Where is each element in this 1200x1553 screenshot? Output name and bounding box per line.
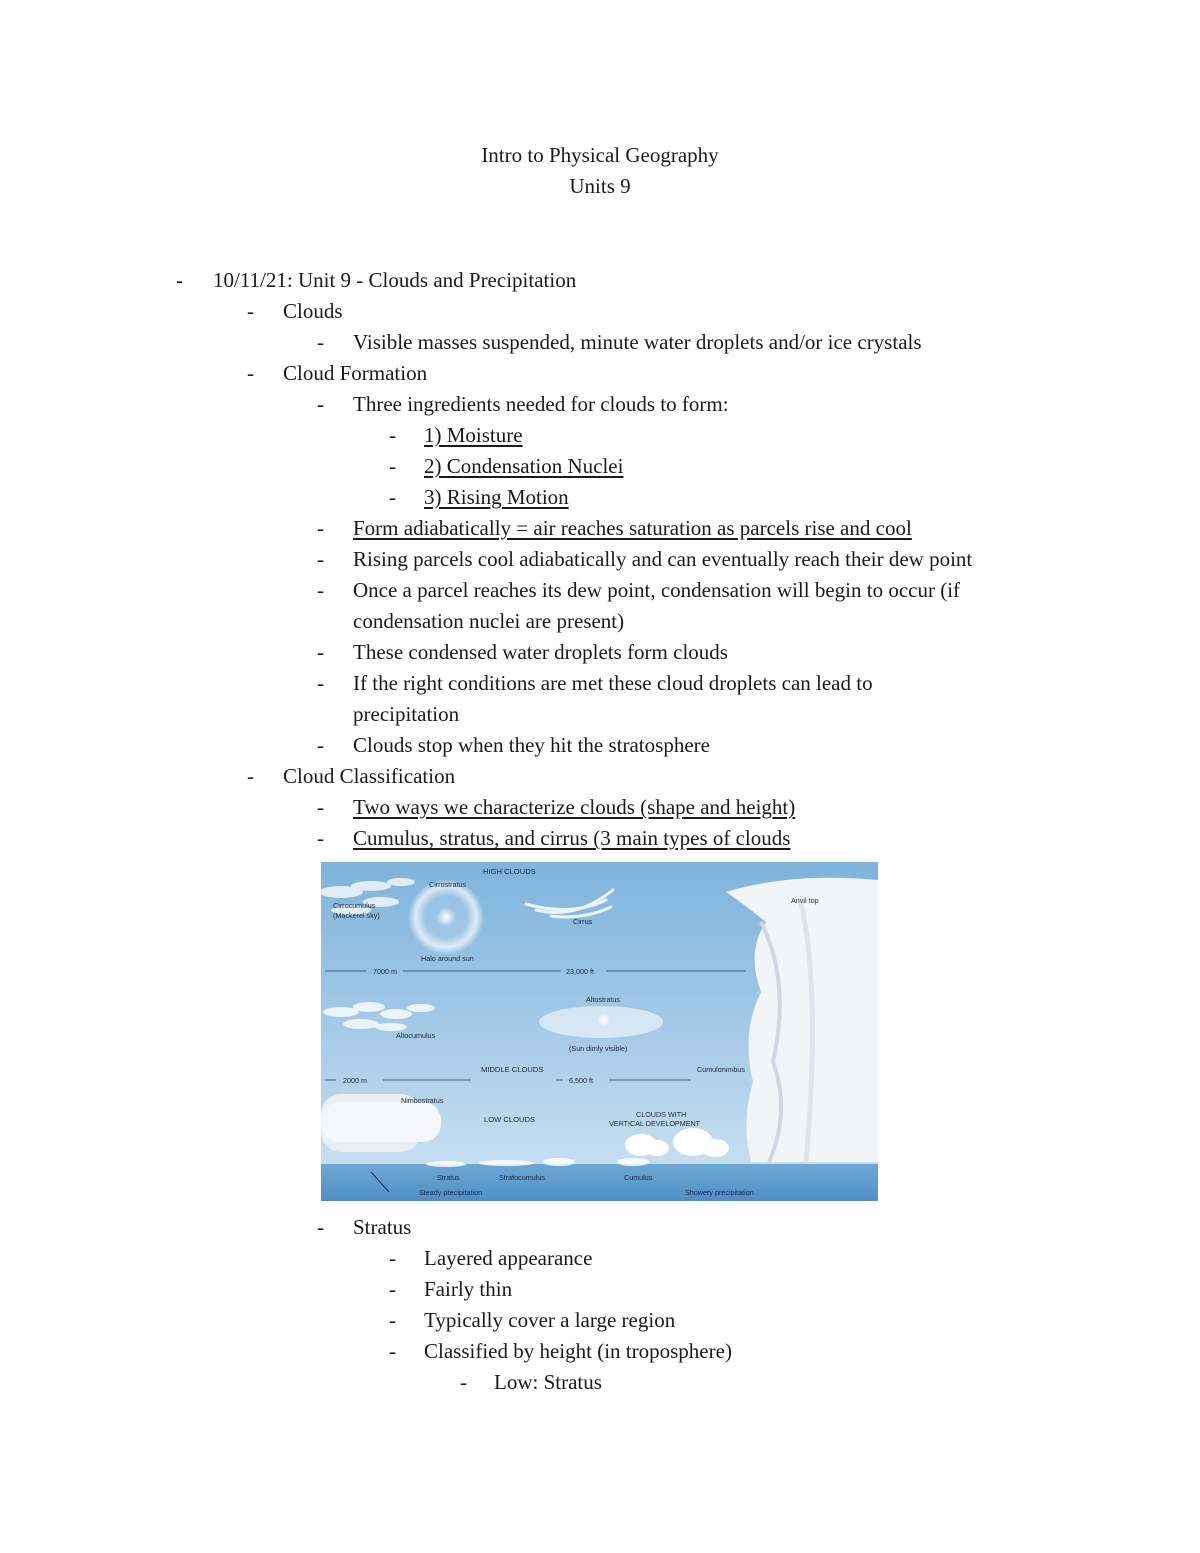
cloud-types-diagram	[321, 862, 878, 1201]
ingredients-text: Three ingredients needed for clouds to form:	[353, 392, 729, 416]
formation-point-cont: precipitation	[353, 702, 460, 726]
bullet-dash: -	[317, 1215, 324, 1239]
bullet-dash: -	[317, 826, 324, 850]
bullet-dash: -	[317, 671, 324, 695]
ground-band	[321, 1164, 878, 1201]
bullet-dash: -	[247, 764, 254, 788]
formation-point: Clouds stop when they hit the stratosphere	[353, 733, 710, 757]
bullet-dash: -	[389, 1246, 396, 1270]
unit-heading: 10/11/21: Unit 9 - Clouds and Precipitation	[213, 268, 577, 292]
ingredient-moisture: 1) Moisture	[424, 423, 523, 447]
sun-icon	[436, 907, 456, 927]
bullet-dash: -	[317, 640, 324, 664]
anvil-top-label: Anvil top	[791, 896, 819, 905]
bullet-dash: -	[317, 516, 324, 540]
nimbostratus-label: Nimbostratus	[401, 1096, 444, 1105]
clouds-definition: Visible masses suspended, minute water droplets and/or ice crystals	[353, 330, 922, 354]
formation-point-cont: condensation nuclei are present)	[353, 609, 625, 633]
vertical-development-label-1: CLOUDS WITH	[636, 1110, 687, 1119]
bullet-dash: -	[389, 1277, 396, 1301]
stratocumulus-label: Stratocumulus	[499, 1173, 545, 1182]
bullet-dash: -	[389, 485, 396, 509]
bullet-dash: -	[389, 1339, 396, 1363]
bullet-dash: -	[317, 733, 324, 757]
bullet-dash: -	[389, 423, 396, 447]
vertical-development-label-2: VERTICAL DEVELOPMENT	[609, 1119, 701, 1128]
bullet-dash: -	[389, 454, 396, 478]
stratus-point: Classified by height (in troposphere)	[424, 1339, 732, 1363]
high-clouds-label: HIGH CLOUDS	[483, 867, 536, 876]
classification-point: Cumulus, stratus, and cirrus (3 main types of clouds	[353, 826, 791, 850]
stratus-subpoint: Low: Stratus	[494, 1370, 602, 1394]
formation-point: If the right conditions are met these cloud droplets can lead to	[353, 671, 873, 695]
formation-heading: Cloud Formation	[283, 361, 428, 385]
formation-point: Rising parcels cool adiabatically and can eventually reach their dew point	[353, 547, 973, 571]
ingredient-rising: 3) Rising Motion	[424, 485, 569, 509]
page-subtitle: Units 9	[569, 174, 631, 198]
formation-point: These condensed water droplets form clouds	[353, 640, 728, 664]
altitude-6500ft-label: 6,500 ft	[569, 1076, 593, 1085]
showery-precipitation-label: Showery precipitation	[685, 1188, 754, 1197]
altitude-2000m-label: 2000 m	[343, 1076, 367, 1085]
bullet-dash: -	[317, 795, 324, 819]
sun-dim-label: (Sun dimly visible)	[569, 1044, 628, 1053]
mackerel-sky-label: (Mackerel sky)	[333, 911, 380, 920]
stratus-point: Typically cover a large region	[424, 1308, 676, 1332]
altostratus-label: Altostratus	[586, 995, 620, 1004]
clouds-heading: Clouds	[283, 299, 343, 323]
stratus-label: Stratus	[437, 1173, 460, 1182]
stratus-heading: Stratus	[353, 1215, 412, 1239]
bullet-dash: -	[389, 1308, 396, 1332]
low-clouds-label: LOW CLOUDS	[484, 1115, 536, 1124]
cirrus-label: Cirrus	[573, 917, 593, 926]
dim-sun-icon	[597, 1013, 611, 1027]
formation-point: Form adiabatically = air reaches saturation as parcels rise and cool	[353, 516, 912, 540]
cumulus-label: Cumulus	[624, 1173, 653, 1182]
page-title: Intro to Physical Geography	[481, 143, 719, 167]
bullet-dash: -	[317, 578, 324, 602]
middle-clouds-label: MIDDLE CLOUDS	[481, 1065, 544, 1074]
bullet-dash: -	[460, 1370, 467, 1394]
halo-label: Halo around sun	[421, 954, 474, 963]
bullet-dash: -	[317, 547, 324, 571]
steady-precipitation-label: Steady precipitation	[419, 1188, 483, 1197]
stratus-point: Fairly thin	[424, 1277, 513, 1301]
bullet-dash: -	[317, 330, 324, 354]
bullet-dash: -	[317, 392, 324, 416]
classification-point: Two ways we characterize clouds (shape and height)	[353, 795, 796, 819]
cirrocumulus-label: Cirrocumulus	[333, 901, 376, 910]
bullet-dash: -	[247, 299, 254, 323]
cirrostratus-label: Cirrostratus	[429, 880, 467, 889]
bullet-dash: -	[247, 361, 254, 385]
stratus-point: Layered appearance	[424, 1246, 593, 1270]
cumulonimbus-label: Cumulonimbus	[697, 1065, 745, 1074]
altitude-23000ft-label: 23,000 ft	[566, 967, 594, 976]
altitude-7000m-label: 7000 m	[373, 967, 397, 976]
altocumulus-label: Altocumulus	[396, 1031, 436, 1040]
classification-heading: Cloud Classification	[283, 764, 456, 788]
formation-point: Once a parcel reaches its dew point, condensation will begin to occur (if	[353, 578, 961, 602]
bullet-dash: -	[176, 268, 183, 292]
ingredient-nuclei: 2) Condensation Nuclei	[424, 454, 624, 478]
